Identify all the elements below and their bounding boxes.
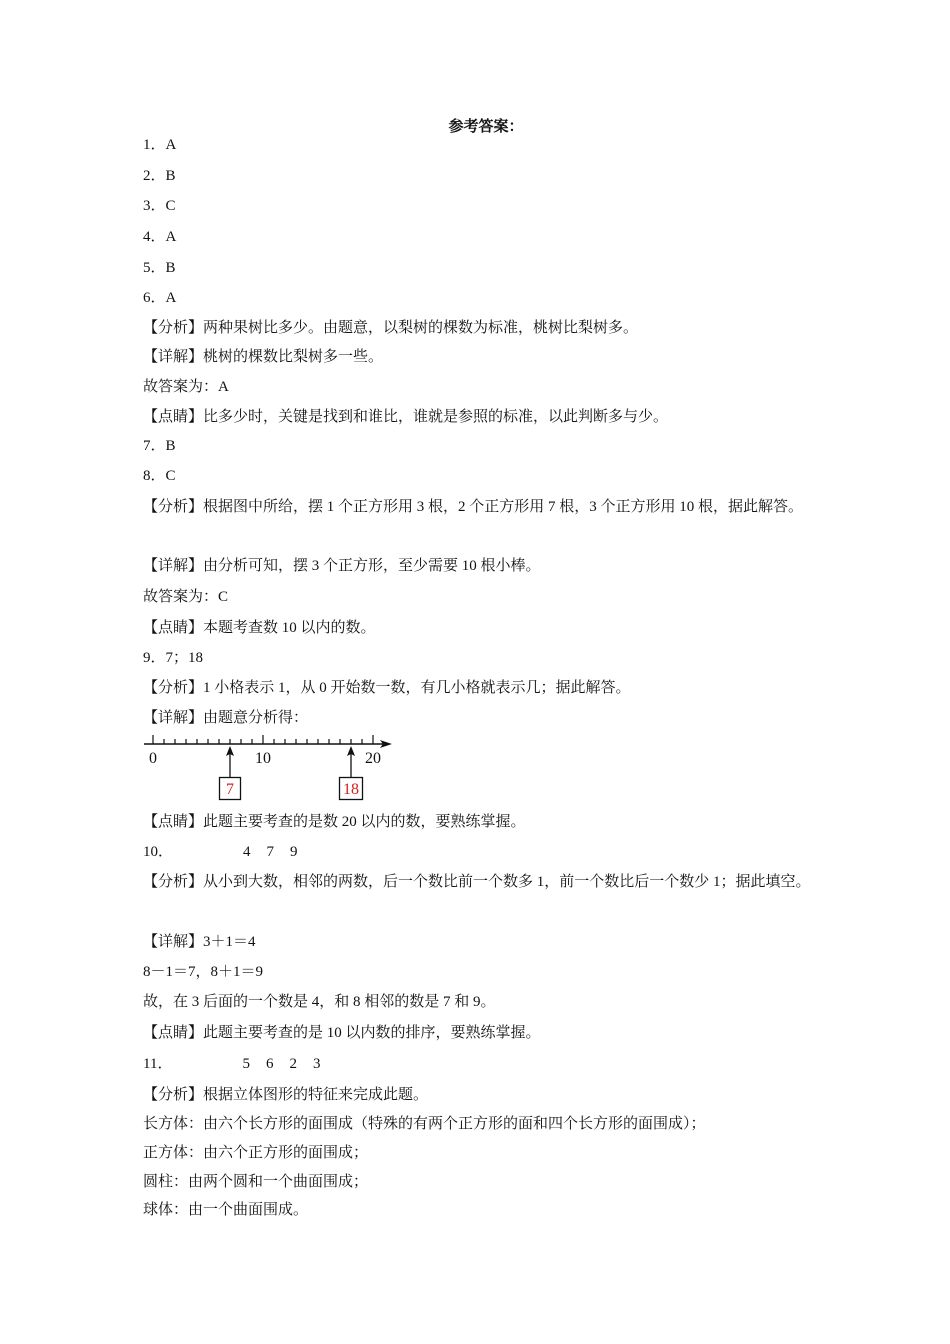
answer-11-value-3: 2 [289, 1056, 297, 1072]
tick-label-20: 20 [365, 750, 381, 767]
detail-10-calc: 8－1＝7，8＋1＝9 [143, 964, 264, 980]
comment-8: 【点睛】本题考查数 10 以内的数。 [143, 620, 376, 636]
comment-10: 【点睛】此题主要考查的是 10 以内数的排序，要熟练掌握。 [143, 1025, 541, 1041]
answer-11-value-1: 5 [242, 1056, 250, 1072]
answer-10-number: 10． [143, 844, 174, 860]
answer-2: 2．B [143, 168, 176, 184]
comment-6: 【点睛】比多少时，关键是找到和谁比，谁就是参照的标准，以此判断多与少。 [143, 409, 669, 425]
answer-7: 7．B [143, 438, 176, 454]
answer-11-value-2: 6 [265, 1056, 274, 1072]
tick-label-0: 0 [149, 750, 157, 767]
answer-10-value-1: 4 [243, 844, 251, 860]
number-line-figure [140, 732, 400, 804]
answer-11-number: 11． [143, 1056, 173, 1072]
detail-6: 【详解】桃树的棵数比梨树多一些。 [143, 349, 384, 365]
answer-9: 9．7；18 [143, 650, 204, 666]
answer-3: 3．C [143, 198, 176, 214]
detail-10: 【详解】3＋1＝4 [143, 934, 256, 950]
analysis-9: 【分析】1 小格表示 1，从 0 开始数一数，有几小格就表示几；据此解答。 [143, 680, 631, 696]
conclusion-8: 故答案为：C [143, 589, 229, 605]
answer-10-value-2: 7 [266, 844, 275, 860]
marker-label-7: 7 [226, 781, 234, 798]
tick-label-10: 10 [255, 750, 271, 767]
marker-label-18: 18 [343, 781, 359, 798]
analysis-11: 【分析】根据立体图形的特征来完成此题。 [143, 1087, 429, 1103]
comment-9: 【点睛】此题主要考查的是数 20 以内的数，要熟练掌握。 [143, 814, 526, 830]
answer-4: 4．A [143, 229, 177, 245]
answer-11 [143, 1053, 813, 1075]
analysis-10: 【分析】从小到大数，相邻的两数，后一个数比前一个数多 1，前一个数比后一个数少 1；据此填空。 [143, 874, 811, 890]
analysis-6: 【分析】两种果树比多少。由题意，以梨树的棵数为标准，桃树比梨树多。 [143, 320, 639, 336]
cube-definition: 正方体：由六个正方形的面围成； [143, 1145, 369, 1161]
cuboid-definition: 长方体：由六个长方形的面围成（特殊的有两个正方形的面和四个长方形的面围成）； [143, 1116, 706, 1132]
analysis-8: 【分析】根据图中所给，摆 1 个正方形用 3 根，2 个正方形用 7 根，3 个正方形用 10 根，据此解答。 [143, 499, 804, 515]
answer-8: 8．C [143, 468, 176, 484]
cylinder-definition: 圆柱：由两个圆和一个曲面围成； [143, 1174, 369, 1190]
answer-10-value-3: 9 [290, 844, 298, 860]
detail-9: 【详解】由题意分析得： [143, 710, 309, 726]
conclusion-6: 故答案为：A [143, 379, 229, 395]
answer-6: 6．A [143, 290, 177, 306]
answer-10 [143, 841, 813, 863]
page-title: 参考答案： [448, 117, 524, 135]
detail-8: 【详解】由分析可知，摆 3 个正方形，至少需要 10 根小棒。 [143, 558, 541, 574]
answer-11-value-4: 3 [312, 1056, 321, 1072]
sphere-definition: 球体：由一个曲面围成。 [143, 1202, 309, 1218]
answer-5: 5．B [143, 260, 176, 276]
conclusion-10: 故，在 3 后面的一个数是 4，和 8 相邻的数是 7 和 9。 [143, 994, 496, 1010]
answer-1: 1．A [143, 137, 177, 153]
